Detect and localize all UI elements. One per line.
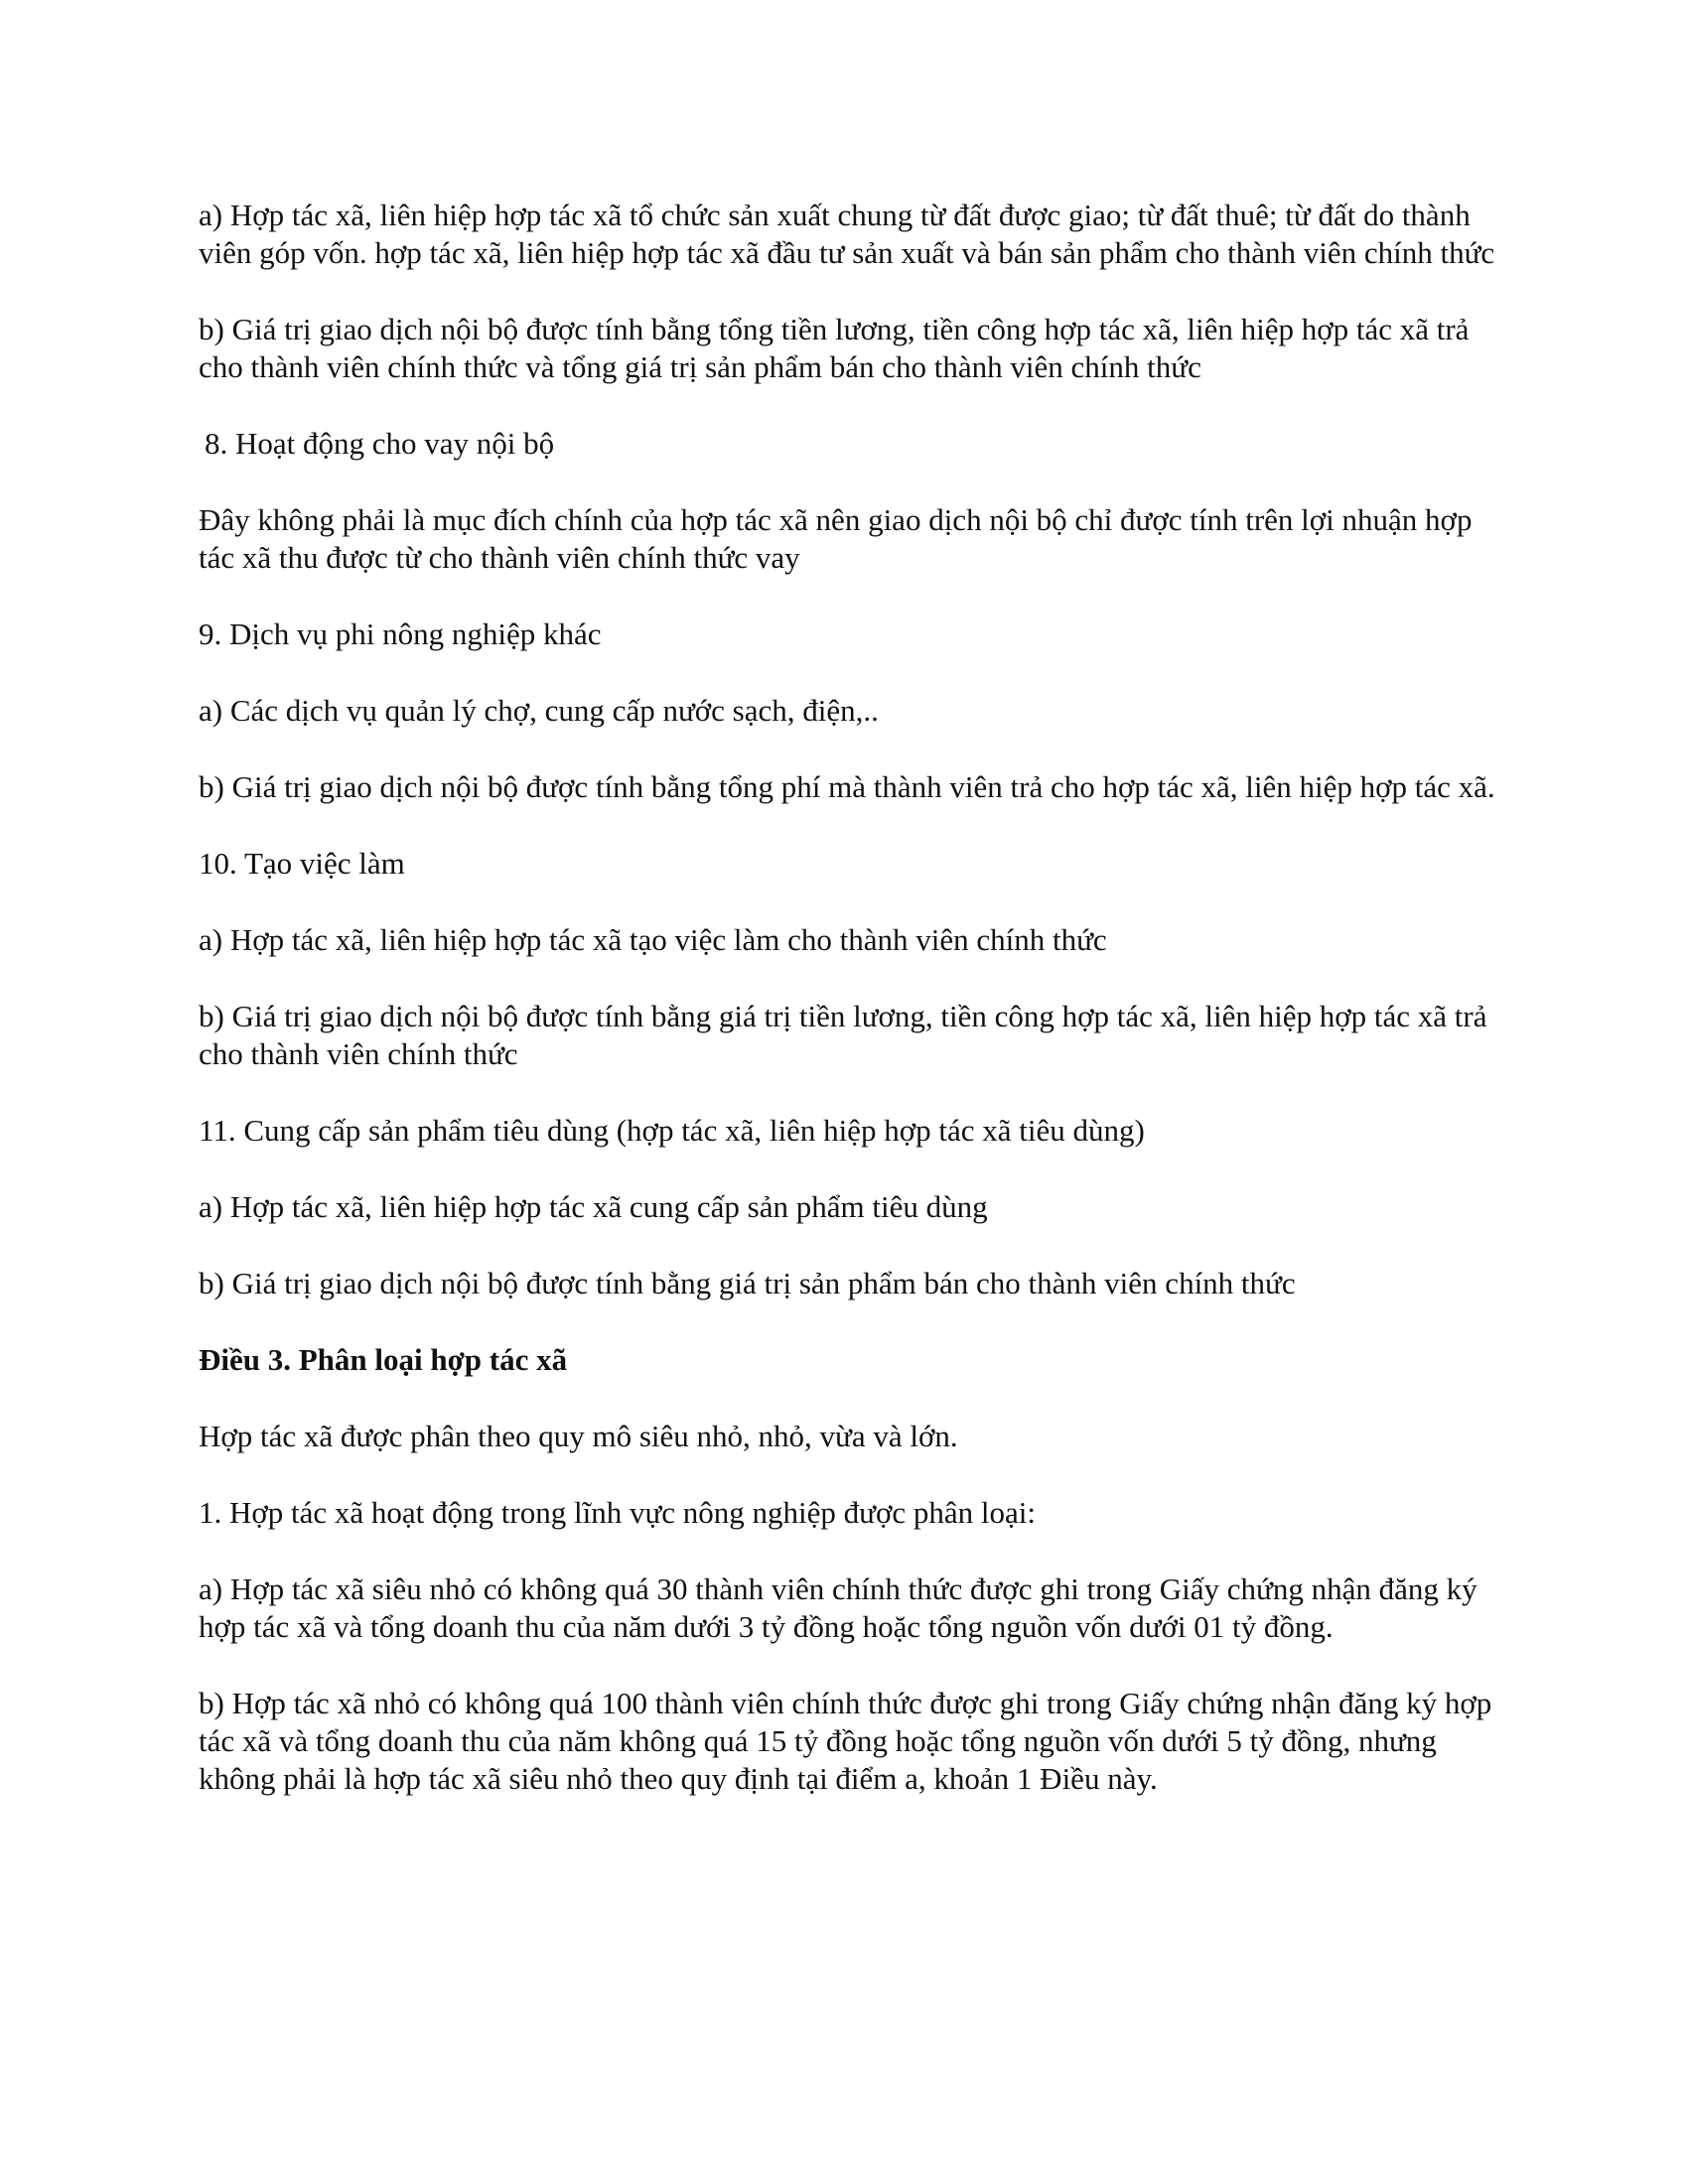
paragraph-10a: a) Hợp tác xã, liên hiệp hợp tác xã tạo việc làm cho thành viên chính thức (199, 922, 1107, 957)
article-3-clause-1b: b) Hợp tác xã nhỏ có không quá 100 thành viên chính thức được ghi trong Giấy chứng nhận đăng ký hợp tác xã và tổng doanh thu của năm không quá 15 tỷ đồng hoặc tổng nguồn vốn dưới 5 tỷ đồng, nhưng không phải là hợp tác xã siêu nhỏ theo quy định tại điểm a, khoản 1 Điều này. (199, 1686, 1492, 1796)
document-page (199, 197, 1509, 1837)
article-3-clause-1: 1. Hợp tác xã hoạt động trong lĩnh vực nông nghiệp được phân loại: (199, 1495, 1036, 1530)
article-3-intro: Hợp tác xã được phân theo quy mô siêu nhỏ, nhỏ, vừa và lớn. (199, 1419, 958, 1453)
article-3-clause-1a: a) Hợp tác xã siêu nhỏ có không quá 30 thành viên chính thức được ghi trong Giấy chứng nhận đăng ký hợp tác xã và tổng doanh thu của năm dưới 3 tỷ đồng hoặc tổng nguồn vốn dưới 01 tỷ đồng. (199, 1571, 1477, 1644)
section-heading-11: 11. Cung cấp sản phẩm tiêu dùng (hợp tác xã, liên hiệp hợp tác xã tiêu dùng) (199, 1113, 1145, 1148)
paragraph-7a: a) Hợp tác xã, liên hiệp hợp tác xã tổ chức sản xuất chung từ đất được giao; từ đất thuê; từ đất do thành viên góp vốn. hợp tác xã, liên hiệp hợp tác xã đầu tư sản xuất và bán sản phẩm cho thành viên chính thức (199, 198, 1495, 270)
section-heading-8: 8. Hoạt động cho vay nội bộ (205, 426, 555, 461)
paragraph-8: Đây không phải là mục đích chính của hợp tác xã nên giao dịch nội bộ chỉ được tính trên lợi nhuận hợp tác xã thu được từ cho thành viên chính thức vay (199, 502, 1473, 575)
paragraph-9b: b) Giá trị giao dịch nội bộ được tính bằng tổng phí mà thành viên trả cho hợp tác xã, liên hiệp hợp tác xã. (199, 769, 1495, 804)
article-3-heading: Điều 3. Phân loại hợp tác xã (199, 1342, 568, 1377)
section-heading-10: 10. Tạo việc làm (199, 846, 405, 881)
paragraph-11a: a) Hợp tác xã, liên hiệp hợp tác xã cung cấp sản phẩm tiêu dùng (199, 1189, 988, 1224)
paragraph-7b: b) Giá trị giao dịch nội bộ được tính bằng tổng tiền lương, tiền công hợp tác xã, liên hiệp hợp tác xã trả cho thành viên chính thức và tổng giá trị sản phẩm bán cho thành viên chính thức (199, 312, 1470, 384)
paragraph-9a: a) Các dịch vụ quản lý chợ, cung cấp nước sạch, điện,.. (199, 693, 879, 728)
paragraph-11b: b) Giá trị giao dịch nội bộ được tính bằng giá trị sản phẩm bán cho thành viên chính thức (199, 1266, 1296, 1300)
paragraph-10b: b) Giá trị giao dịch nội bộ được tính bằng giá trị tiền lương, tiền công hợp tác xã, liên hiệp hợp tác xã trả cho thành viên chính thức (199, 999, 1487, 1071)
section-heading-9: 9. Dịch vụ phi nông nghiệp khác (199, 616, 602, 651)
